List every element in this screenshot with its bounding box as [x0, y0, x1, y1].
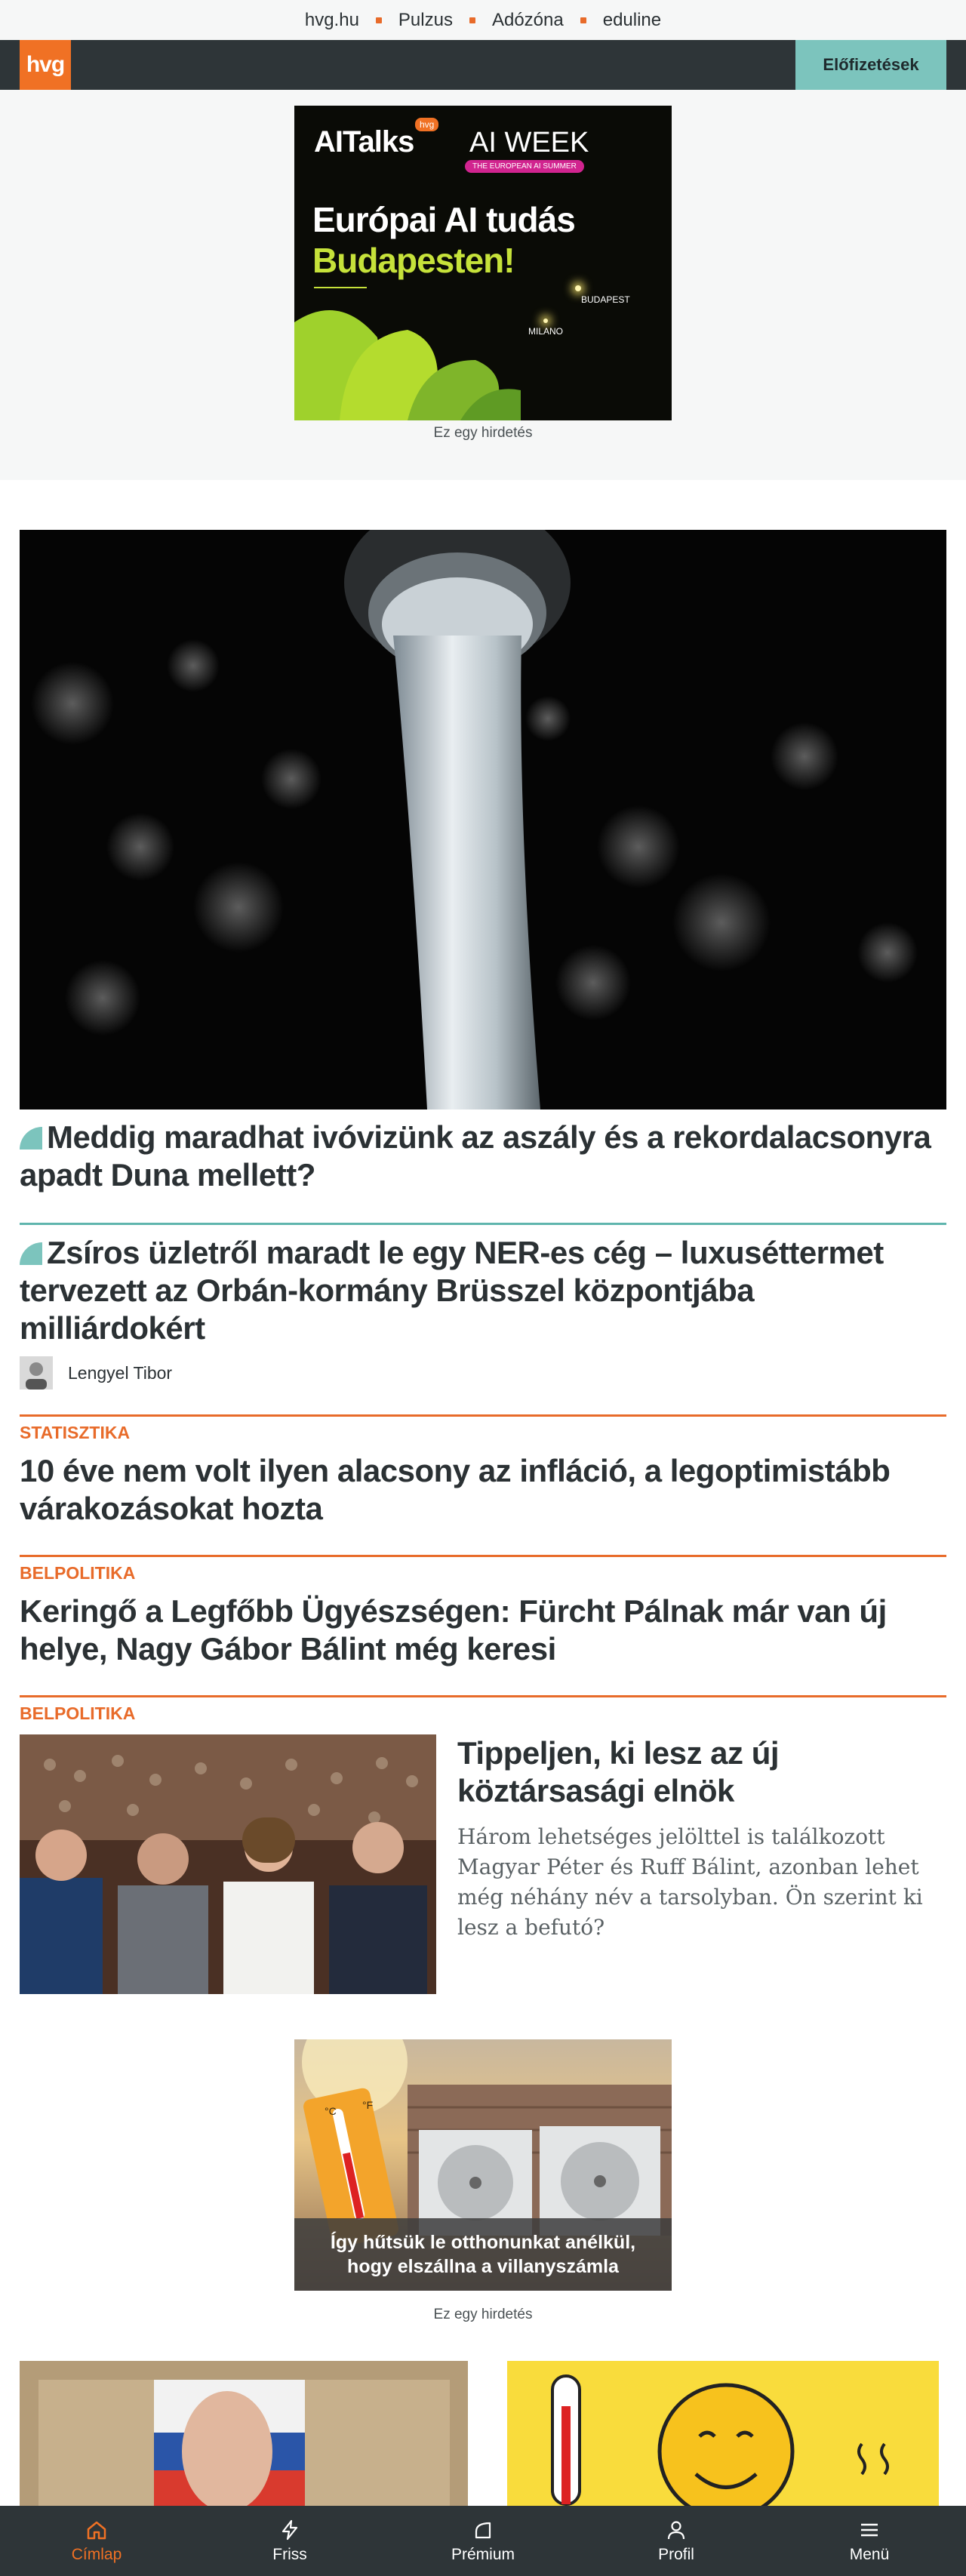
hvg-logo[interactable]: hvg	[20, 40, 71, 90]
ad-event: AI WEEK	[469, 127, 589, 158]
article-president-poll[interactable]	[20, 1695, 946, 1994]
home-icon	[85, 2519, 108, 2541]
article-lead: Három lehetséges jelölttel is találkozott Magyar Péter és Ruff Bálint, azonban lehet még néhány név a tarsolyban. Ön szerint ki lesz a befutó?	[457, 1824, 923, 1940]
article-inflation[interactable]	[20, 1414, 946, 1528]
category-label[interactable]: BELPOLITIKA	[20, 1703, 136, 1723]
ad-banner-cooling[interactable]	[294, 2039, 672, 2291]
author-row[interactable]	[20, 1356, 946, 1390]
article-drinking-water[interactable]	[20, 1119, 946, 1194]
nav-menu-label: Menü	[849, 2545, 890, 2563]
nav-fresh-label: Friss	[272, 2545, 307, 2563]
nav-menu[interactable]	[773, 2506, 966, 2576]
author-name: Lengyel Tibor	[68, 1362, 173, 1383]
separator-dot	[469, 17, 475, 23]
nav-premium-label: Prémium	[451, 2545, 515, 2563]
star-milano	[543, 319, 548, 323]
author-avatar	[20, 1356, 53, 1390]
network-link-hvg[interactable]: hvg.hu	[304, 9, 359, 30]
ad-divider	[314, 287, 367, 288]
article-photo-candidates[interactable]	[20, 1734, 436, 1994]
nav-home-label: Címlap	[71, 2545, 122, 2563]
nav-fresh[interactable]	[193, 2506, 386, 2576]
ad-zone-top	[0, 90, 966, 480]
premium-icon	[20, 1242, 42, 1265]
article-ner-company[interactable]	[20, 1223, 946, 1390]
hero-image-water-tap[interactable]	[20, 530, 946, 1109]
scale-fahrenheit: °F	[362, 2099, 374, 2111]
article-title[interactable]: Keringő a Legfőbb Ügyészségen: Fürcht Pálnak már van új helye, Nagy Gábor Bálint még keresi	[20, 1593, 887, 1667]
nav-profile-label: Profil	[658, 2545, 694, 2563]
lightning-icon	[278, 2519, 301, 2541]
water-tap-illustration	[20, 530, 946, 1109]
tile-putin-photo[interactable]	[20, 2361, 468, 2512]
premium-icon	[20, 1127, 42, 1150]
ad-overlay-text: Így hűtsük le otthonunkat anélkül, hogy elszállna a villanyszámla	[294, 2218, 672, 2291]
network-link-adozona[interactable]: Adózóna	[491, 9, 564, 30]
separator-dot	[580, 17, 586, 23]
nav-premium[interactable]	[386, 2506, 580, 2576]
user-icon	[665, 2519, 688, 2541]
article-title[interactable]	[20, 1119, 946, 1194]
ad-caption: Ez egy hirdetés	[433, 425, 533, 441]
subscribe-button[interactable]: Előfizetések	[795, 40, 946, 90]
ad-line-2: Budapesten!	[312, 241, 515, 280]
network-bar	[0, 0, 966, 40]
article-title[interactable]: 10 éve nem volt ilyen alacsony az infláció, a legoptimistább várakozásokat hozta	[20, 1453, 891, 1526]
site-header	[0, 40, 966, 90]
bottom-navigation	[0, 2506, 966, 2576]
ad-city-budapest: BUDAPEST	[581, 294, 630, 305]
category-label[interactable]: STATISZTIKA	[20, 1423, 131, 1442]
ad-line-1: Európai AI tudás	[312, 200, 575, 239]
premium-leaf-icon	[472, 2519, 494, 2541]
nav-profile[interactable]	[580, 2506, 773, 2576]
petals-graphic	[294, 292, 521, 420]
ad-banner-ai-week[interactable]	[294, 106, 672, 420]
ad-city-milano: MILANO	[528, 326, 564, 337]
article-title-text: Meddig maradhat ivóvizünk az aszály és a rekordalacsonyra apadt Duna mellett?	[20, 1119, 931, 1193]
scale-celsius: °C	[325, 2105, 337, 2117]
article-title[interactable]	[20, 1234, 946, 1347]
network-link-eduline[interactable]: eduline	[602, 9, 662, 30]
ad-tag: hvg	[415, 118, 438, 131]
category-label[interactable]: BELPOLITIKA	[20, 1563, 136, 1583]
nav-home[interactable]	[0, 2506, 193, 2576]
ad-brand: AITalks	[314, 125, 414, 158]
ad-caption: Ez egy hirdetés	[433, 2307, 533, 2322]
article-title[interactable]: Tippeljen, ki lesz az új köztársasági elnök	[457, 1735, 780, 1808]
network-link-pulzus[interactable]: Pulzus	[398, 9, 453, 30]
article-prosecutor[interactable]	[20, 1555, 946, 1668]
hamburger-icon	[858, 2519, 881, 2541]
separator-dot	[376, 17, 382, 23]
ad-pill: THE EUROPEAN AI SUMMER	[465, 160, 584, 173]
star-budapest	[575, 285, 581, 291]
article-title-text: Zsíros üzletről maradt le egy NER-es cég – luxuséttermet tervezett az Orbán-kormány Brüsszel központjába milliárdokért	[20, 1235, 884, 1346]
tile-sun-cartoon[interactable]	[507, 2361, 939, 2512]
